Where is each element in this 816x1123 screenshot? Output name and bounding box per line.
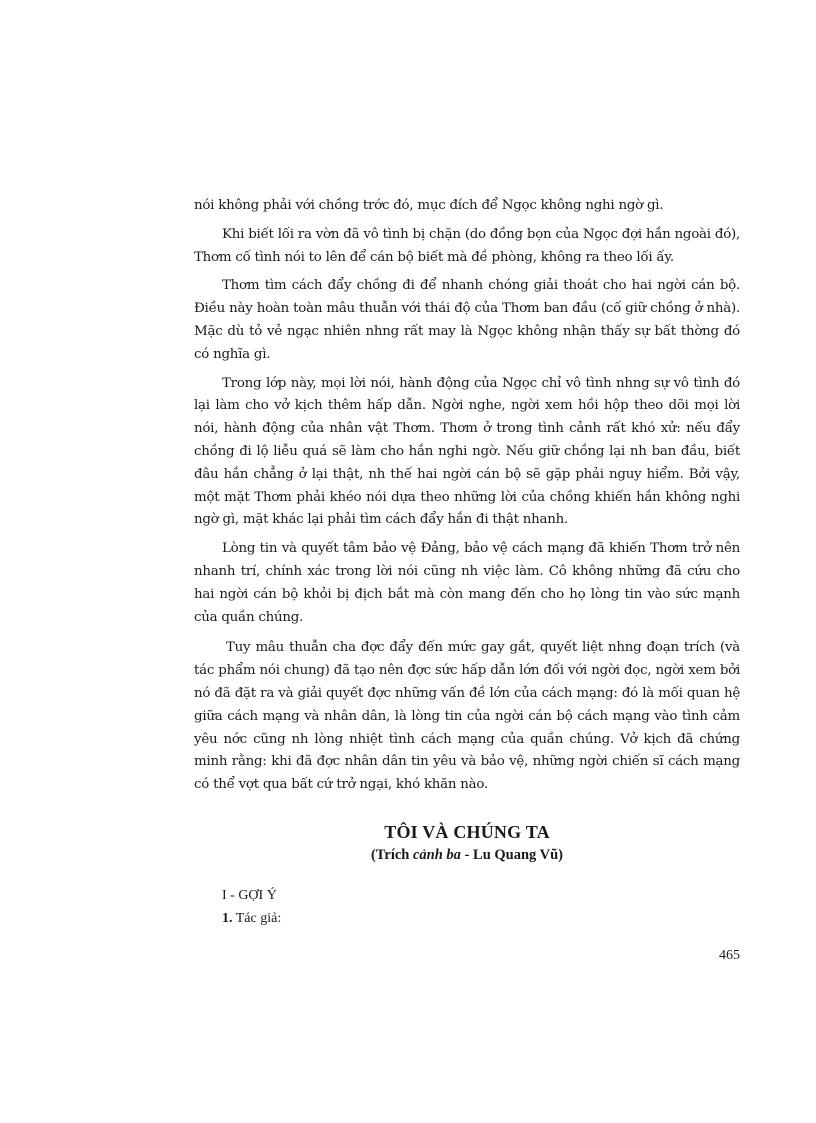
body-text bbox=[194, 195, 740, 803]
section-subtitle bbox=[194, 847, 740, 864]
paragraph: Trong lớp này, mọi lời nói, hành động của Ngọc chỉ vô tình nhng sự vô tình đó lại làm cho vở kịch thêm hấp dẫn. Ngời nghe, ngời xem hồi hộp theo dõi mọi lời nói, hành động của nhân vật Thơm. Thơm ở trong tình cảnh rất khó xử: nếu đẩy chồng đi lộ liễu quá sẽ làm cho hắn nghi ngờ. Nếu giữ chồng lại nh ban đầu, biết đâu hắn chẳng ở lại thật, nh thế hai ngời cán bộ sẽ gặp phải nguy hiểm. Bởi vậy, một mặt Thơm phải khéo nói dựa theo những lời của chồng khiến hắn không nghi ngờ gì, mặt khác lại phải tìm cách đẩy hắn đi thật nhanh. bbox=[194, 375, 740, 528]
item-heading bbox=[222, 911, 281, 927]
subtitle-suffix: - Lu Quang Vũ) bbox=[460, 847, 564, 863]
item-label: Tác giả: bbox=[232, 911, 282, 926]
paragraph: Thơm tìm cách đẩy chồng đi để nhanh chóng giải thoát cho hai ngời cán bộ. Điều này hoàn toàn mâu thuẫn với thái độ của Thơm ban đầu (cố giữ chồng ở nhà). Mặc dù tỏ vẻ ngạc nhiên nhng rất may là Ngọc không nhận thấy sự bất thờng đó có nghĩa gì. bbox=[194, 278, 740, 362]
paragraph: Tuy mâu thuẫn cha đợc đẩy đến mức gay gắt, quyết liệt nhng đoạn trích (và tác phẩm nói chung) đã tạo nên đợc sức hấp dẫn lớn đối với ngời đọc, ngời xem bởi nó đã đặt ra và giải quyết đợc những vấn đề lớn của cách mạng: đó là mối quan hệ giữa cách mạng và nhân dân, là lòng tin của ngời cán bộ cách mạng vào tình cảm yêu nớc cũng nh lòng nhiệt tình cách mạng của quần chúng. Vở kịch đã chứng minh rằng: khi đã đợc nhân dân tin yêu và bảo vệ, những ngời chiến sĩ cách mạng có thể vợt qua bất cứ trở ngại, khó khăn nào. bbox=[194, 640, 740, 793]
paragraph: Khi biết lối ra vờn đã vô tình bị chặn (do đồng bọn của Ngọc đợi hắn ngoài đó), Thơm cố tình nói to lên để cán bộ biết mà đề phòng, không ra theo lối ấy. bbox=[194, 226, 740, 265]
paragraph: nói không phải với chồng trớc đó, mục đích để Ngọc không nghi ngờ gì. bbox=[194, 198, 664, 213]
subtitle-prefix: (Trích bbox=[370, 847, 413, 863]
item-number: 1. bbox=[222, 911, 233, 926]
section-title: TÔI VÀ CHÚNG TA bbox=[384, 822, 550, 842]
page-number: 465 bbox=[719, 948, 740, 963]
part-heading: I - GỢI Ý bbox=[222, 888, 277, 903]
subtitle-italic: cảnh ba bbox=[412, 847, 461, 863]
paragraph: Lòng tin và quyết tâm bảo vệ Đảng, bảo vệ cách mạng đã khiến Thơm trở nên nhanh trí, chính xác trong lời nói cũng nh việc làm. Cô không những đã cứu cho hai ngời cán bộ khỏi bị địch bắt mà còn mang đến cho họ lòng tin vào sức mạnh của quần chúng. bbox=[194, 541, 740, 625]
